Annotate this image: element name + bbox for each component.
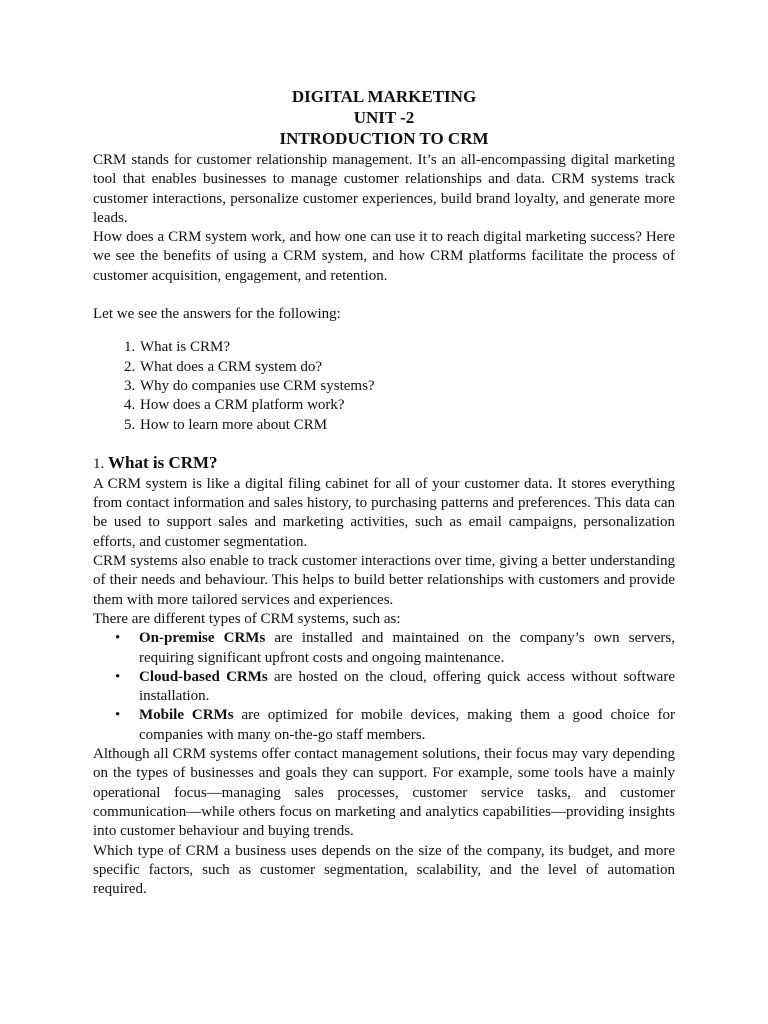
crm-type-description: are hosted on the cloud, offering quick access without software installation. — [139, 668, 675, 705]
bullet-icon: • — [115, 707, 121, 724]
crm-type-description: are optimized for mobile devices, making them a good choice for companies with many on-the-go staff members. — [139, 707, 675, 743]
question-item: 5. How to learn more about CRM — [139, 416, 675, 435]
crm-type-name: Cloud-based CRMs — [139, 668, 268, 685]
intro-paragraph-1: CRM stands for customer relationship management. It’s an all-encompassing digital marketing tool that enables businesses to manage customer relationships and data. CRM systems track customer interactions, personalize customer experiences, build brand loyalty, and generate more leads. — [93, 152, 675, 226]
section-paragraph-2: CRM systems also enable to track customer interactions over time, giving a better understanding of their needs and behaviour. This helps to build better relationships with customers and provide them with more tailored services and experiences. — [93, 553, 675, 608]
bullet-icon: • — [115, 668, 121, 685]
document-title-block — [93, 86, 675, 149]
crm-type-description: are installed and maintained on the company’s own servers, requiring significant upfront costs and ongoing maintenance. — [139, 630, 675, 666]
crm-type-item — [115, 668, 675, 707]
crm-type-item — [115, 706, 675, 745]
chapter-title: INTRODUCTION TO CRM — [279, 129, 489, 148]
unit-title: UNIT -2 — [353, 108, 415, 127]
section-number: 1. — [93, 455, 105, 472]
question-item: 1. What is CRM? — [139, 338, 675, 357]
crm-type-name: On-premise CRMs — [139, 630, 266, 647]
course-title: DIGITAL MARKETING — [291, 87, 477, 106]
question-item: 2. What does a CRM system do? — [139, 358, 675, 377]
section-paragraph-4: Although all CRM systems offer contact management solutions, their focus may vary depending on the types of businesses and goals they can support. For example, some tools have a mainly operational focus—managing sales processes, customer service tasks, and customer communication—while others focus on marketing and analytics capabilities—providing insights into customer behaviour and buying trends. — [93, 746, 675, 840]
questions-list — [93, 338, 675, 434]
crm-type-item — [115, 629, 675, 668]
section-paragraph-5: Which type of CRM a business uses depends on the size of the company, its budget, and more specific factors, such as customer segmentation, scalability, and the level of automation required. — [93, 842, 675, 898]
section-paragraph-3: There are different types of CRM systems, such as: — [93, 610, 401, 627]
paragraph-gap — [93, 286, 675, 305]
section-heading-text: What is CRM? — [108, 452, 218, 472]
question-item: 3. Why do companies use CRM systems? — [139, 377, 675, 396]
crm-types-list — [93, 629, 675, 745]
section-paragraph-1: A CRM system is like a digital filing cabinet for all of your customer data. It stores everything from contact information and sales history, to purchasing patterns and preferences. This data can be used to support sales and marketing activities, such as email campaigns, personalization efforts, and customer segmentation. — [93, 475, 675, 550]
bullet-icon: • — [115, 630, 121, 647]
crm-type-name: Mobile CRMs — [139, 707, 234, 724]
question-item: 4. How does a CRM platform work? — [139, 396, 675, 415]
section-heading — [93, 452, 675, 475]
intro-paragraph-2: How does a CRM system work, and how one can use it to reach digital marketing success? Here we see the benefits of using a CRM system, and how CRM platforms facilitate the process of customer acquisition, engagement, and retention. — [93, 229, 675, 284]
intro-paragraph-3: Let we see the answers for the following: — [93, 306, 341, 323]
